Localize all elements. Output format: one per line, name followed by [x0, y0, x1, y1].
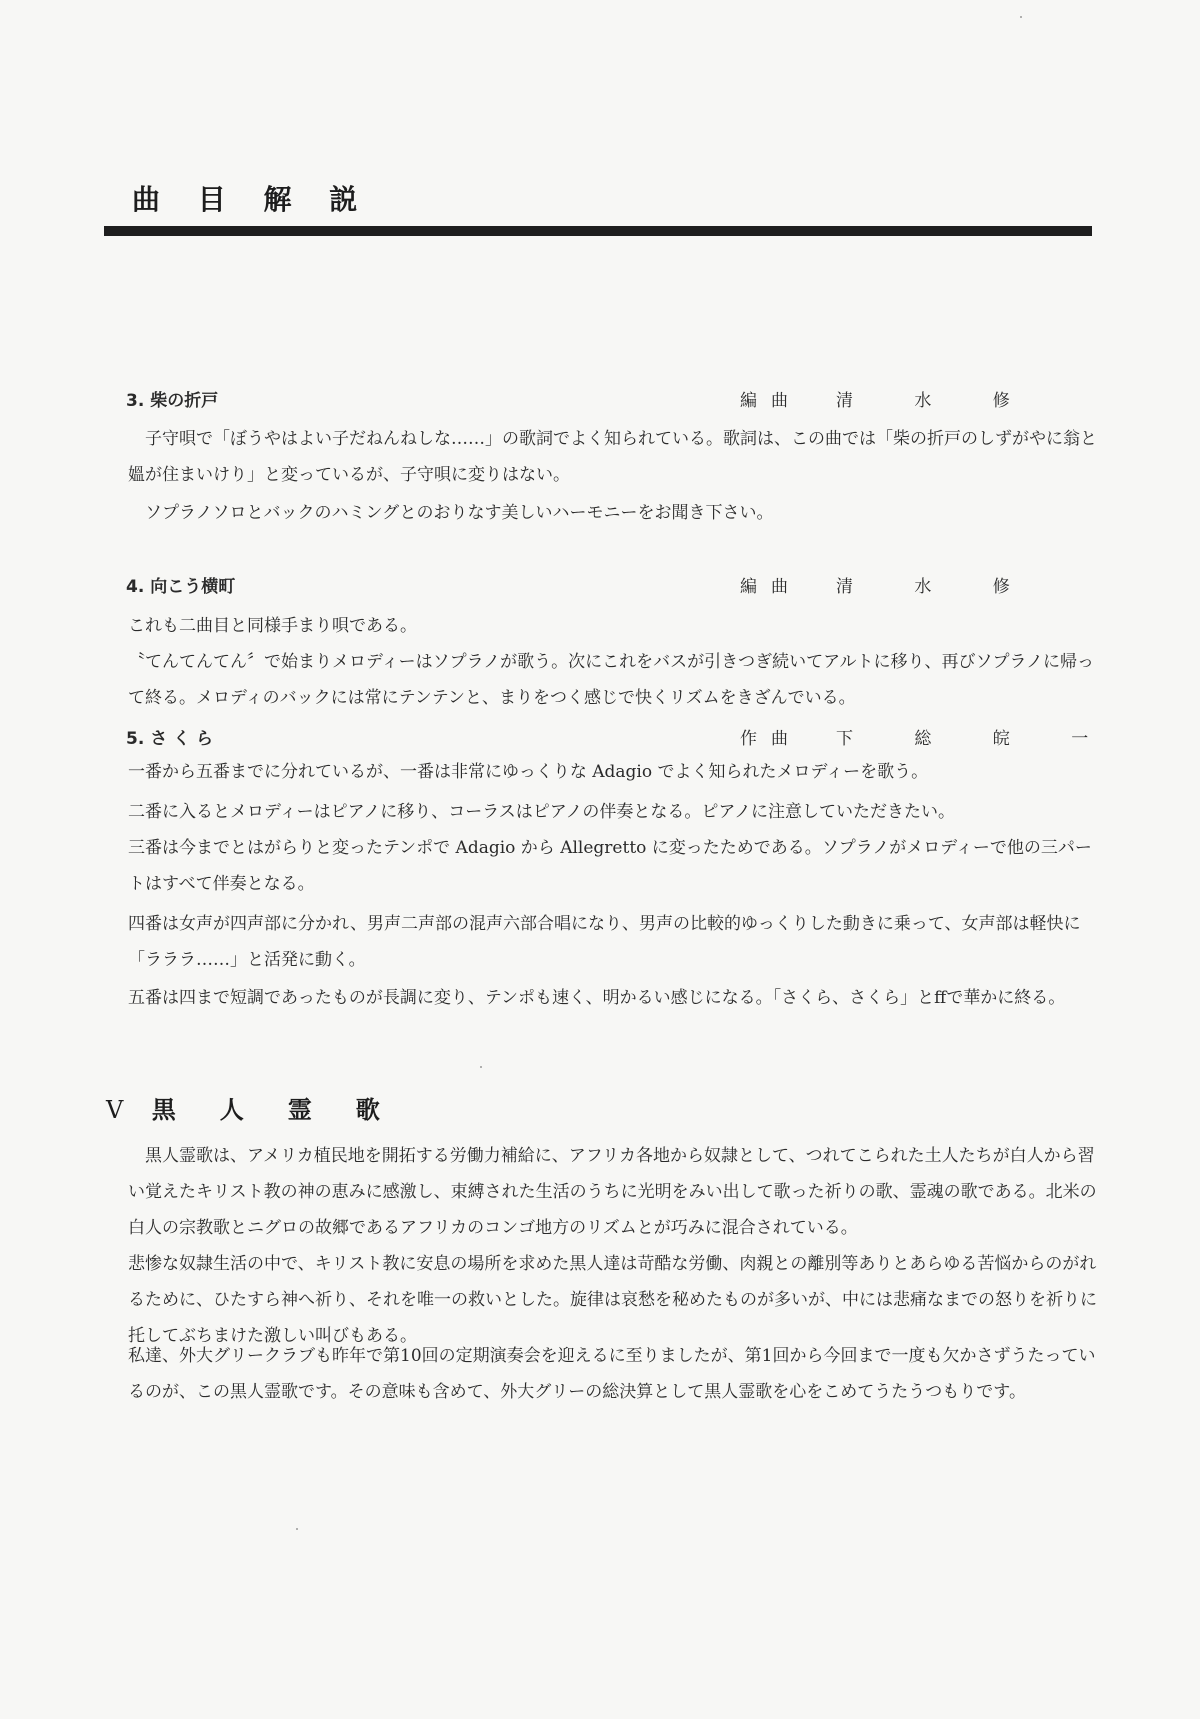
paragraph: 子守唄で「ぼうやはよい子だねんねしな……」の歌詞でよく知られている。歌詞は、この曲では「柴の折戸のしずがやに翁と媼が住まいけり」と変っているが、子守唄に変りはない。: [128, 429, 1097, 485]
paragraph: 私達、外大グリークラブも昨年で第10回の定期演奏会を迎えるに至りましたが、第1回から今回まで一度も欠かさずうたっているのが、この黒人霊歌です。その意味も含めて、外大グリーの総決算として黒人霊歌を心をこめてうたうつもりです。: [128, 1346, 1096, 1402]
paragraph: 一番から五番までに分れているが、一番は非常にゆっくりな Adagio でよく知られたメロディーを歌う。: [128, 762, 929, 782]
credit-role: 作曲: [740, 729, 802, 749]
credit-name: 清 水 修: [836, 577, 1038, 597]
credit-name: 下 総 皖 一: [836, 729, 1117, 749]
song-header-3: [126, 386, 1036, 414]
paragraph: 三番は今までとはがらりと変ったテンポで Adagio から Allegretto に変ったためである。ソプラノがメロディーで他の三パートはすべて伴奏となる。: [128, 838, 1092, 894]
credit-role: 編曲: [740, 391, 802, 411]
credit-role: 編曲: [740, 577, 802, 597]
page-title: 曲 目 解 説: [132, 183, 372, 216]
paragraph: 五番は四まで短調であったものが長調に変り、テンポも速く、明かるい感じになる。「さくら、さくら」とffで華かに終る。: [128, 988, 1066, 1008]
paragraph: 黒人霊歌は、アメリカ植民地を開拓する労働力補給に、アフリカ各地から奴隷として、つれてこられた土人たちが白人から習い覚えたキリスト教の神の恵みに感激し、束縛された生活のうちに光明をみい出して歌った祈りの歌、霊魂の歌である。北米の白人の宗教歌とニグロの故郷であるアフリカのコンゴ地方のリズムとが巧みに混合されている。: [128, 1146, 1097, 1238]
section-title: 黒人霊歌: [151, 1095, 424, 1124]
song-title: 4. 向こう横町: [126, 577, 236, 597]
paragraph: ソプラノソロとバックのハミングとのおりなす美しいハーモニーをお聞き下さい。: [145, 503, 774, 523]
song-header-5: [126, 724, 1117, 752]
paragraph: これも二曲目と同様手まり唄である。: [128, 616, 417, 636]
paper-speck: [480, 1066, 482, 1068]
paragraph: 〝てんてんてん〞で始まりメロディーはソプラノが歌う。次にこれをバスが引きつぎ続いてアルトに移り、再びソプラノに帰って終る。メロディのバックには常にテンテンと、まりをつく感じで快くリズムをきざんでいる。: [128, 652, 1094, 708]
credit-name: 清 水 修: [836, 391, 1038, 411]
section-number: V: [106, 1096, 124, 1124]
title-rule: [104, 226, 1092, 236]
paragraph: 二番に入るとメロディーはピアノに移り、コーラスはピアノの伴奏となる。ピアノに注意していただきたい。: [128, 802, 956, 822]
paper-speck: [296, 1528, 298, 1530]
song-title: 3. 柴の折戸: [126, 391, 219, 411]
song-title: 5. さ く ら: [126, 729, 214, 749]
paragraph: 悲惨な奴隷生活の中で、キリスト教に安息の場所を求めた黒人達は苛酷な労働、肉親との離別等ありとあらゆる苦悩からのがれるために、ひたすら神へ祈り、それを唯一の救いとした。旋律は哀愁を秘めたものが多いが、中には悲痛なまでの怒りを祈りに托してぶちまけた激しい叫びもある。: [128, 1254, 1097, 1346]
song-header-4: [126, 572, 1036, 600]
paragraph: 四番は女声が四声部に分かれ、男声二声部の混声六部合唱になり、男声の比較的ゆっくりした動きに乗って、女声部は軽快に「ラララ……」と活発に動く。: [128, 914, 1081, 970]
section-heading: [106, 1090, 424, 1125]
paper-speck: [1020, 16, 1022, 18]
